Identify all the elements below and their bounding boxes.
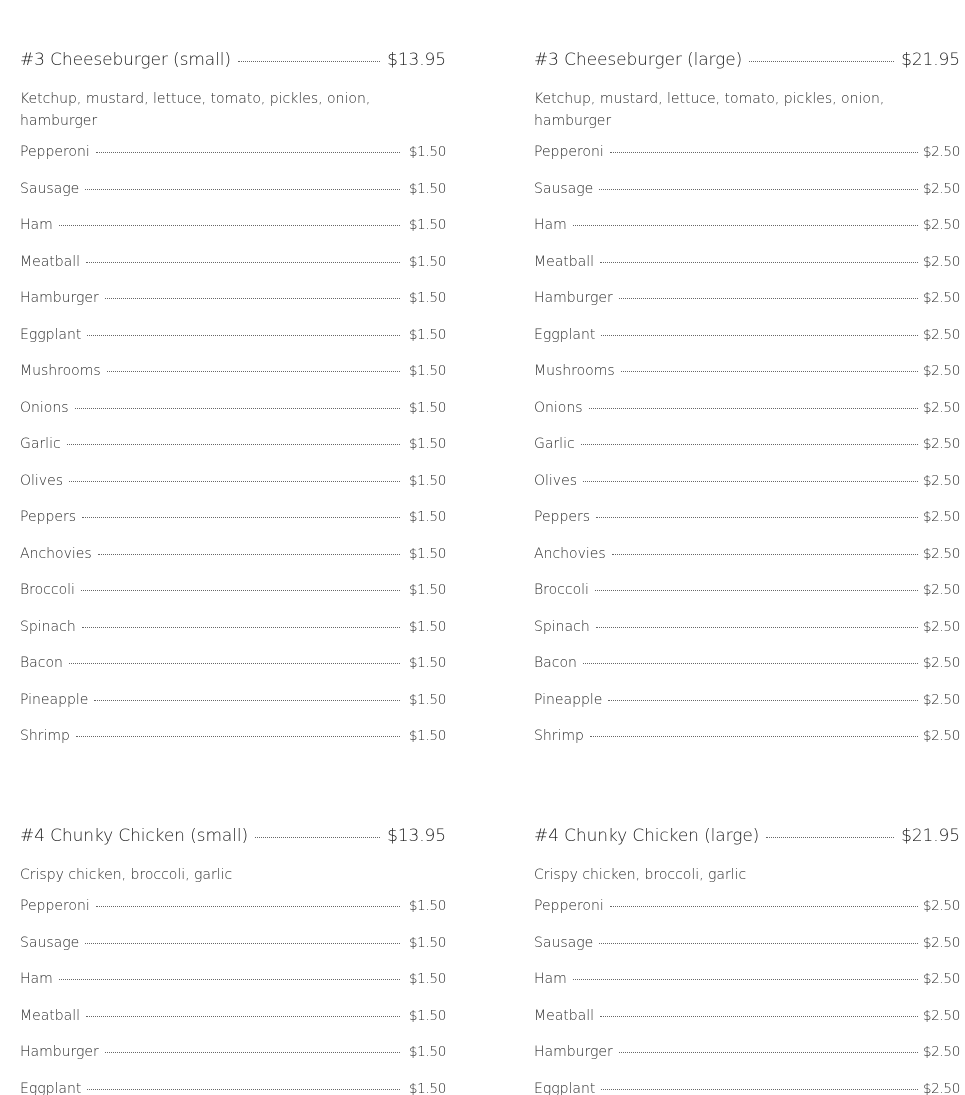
dot-leader <box>610 151 918 153</box>
topping-item <box>534 1044 960 1081</box>
topping-price: $1.50 <box>408 971 446 987</box>
topping-item <box>20 217 446 254</box>
dot-leader <box>67 443 400 445</box>
topping-price: $1.50 <box>408 655 446 671</box>
topping-item <box>534 692 960 729</box>
dot-leader <box>612 553 918 555</box>
section-header <box>20 50 446 76</box>
dot-leader <box>608 699 917 701</box>
topping-name: Ham <box>20 971 53 987</box>
topping-item <box>20 971 446 1008</box>
topping-price: $1.50 <box>408 144 446 160</box>
dot-leader <box>600 261 918 263</box>
topping-name: Shrimp <box>20 728 70 744</box>
dot-leader <box>596 516 918 518</box>
topping-item <box>534 436 960 473</box>
topping-name: Shrimp <box>534 728 584 744</box>
topping-name: Hamburger <box>534 1044 613 1060</box>
topping-item <box>534 1081 960 1095</box>
dot-leader <box>590 735 918 737</box>
dot-leader <box>98 553 400 555</box>
topping-item <box>534 400 960 437</box>
topping-name: Anchovies <box>20 545 92 562</box>
topping-price: $1.50 <box>408 934 446 951</box>
topping-item <box>20 473 446 510</box>
dot-leader <box>85 188 400 190</box>
menu-section-chunky-chicken-large <box>534 826 960 1095</box>
topping-item <box>534 1008 960 1045</box>
topping-name: Broccoli <box>534 582 589 598</box>
topping-item <box>534 898 960 935</box>
section-description: Ketchup, mustard, lettuce, tomato, pickles, onion, hamburger <box>20 91 371 129</box>
topping-name: Meatball <box>20 1007 81 1024</box>
topping-list <box>534 144 960 765</box>
topping-name: Bacon <box>534 655 577 671</box>
topping-name: Eggplant <box>20 326 82 343</box>
dot-leader <box>599 942 918 944</box>
dot-leader <box>69 480 400 482</box>
topping-item <box>20 655 446 692</box>
topping-item <box>534 181 960 218</box>
topping-item <box>20 582 446 619</box>
topping-item <box>20 1081 446 1095</box>
topping-price: $1.50 <box>408 253 446 270</box>
dot-leader <box>749 60 894 62</box>
topping-price: $1.50 <box>408 545 446 562</box>
topping-item <box>20 290 446 327</box>
topping-item <box>20 327 446 364</box>
topping-name: Meatball <box>534 253 595 270</box>
dot-leader <box>621 370 918 372</box>
section-description: Crispy chicken, broccoli, garlic <box>534 867 747 883</box>
topping-price: $2.50 <box>922 934 960 951</box>
topping-price: $2.50 <box>922 326 960 343</box>
section-price: $21.95 <box>901 50 960 70</box>
topping-name: Garlic <box>534 436 575 452</box>
topping-name: Meatball <box>534 1007 595 1024</box>
section-title: #3 Cheeseburger (large) <box>534 50 743 70</box>
topping-item <box>20 619 446 656</box>
dot-leader <box>599 188 918 190</box>
topping-name: Sausage <box>534 180 594 197</box>
topping-name: Pineapple <box>534 691 603 708</box>
topping-price: $2.50 <box>922 253 960 270</box>
topping-price: $2.50 <box>922 472 960 489</box>
topping-price: $1.50 <box>408 728 446 744</box>
topping-price: $1.50 <box>408 618 446 635</box>
topping-name: Mushrooms <box>534 363 615 379</box>
menu-section-chunky-chicken-small <box>20 826 446 1095</box>
dot-leader <box>105 1051 400 1053</box>
topping-price: $2.50 <box>922 728 960 744</box>
topping-name: Pepperoni <box>20 144 90 160</box>
topping-price: $1.50 <box>408 1044 446 1060</box>
topping-item <box>20 254 446 291</box>
dot-leader <box>82 626 400 628</box>
topping-item <box>534 144 960 181</box>
section-title: #4 Chunky Chicken (small) <box>20 826 248 846</box>
topping-item <box>20 436 446 473</box>
topping-price: $2.50 <box>922 144 960 160</box>
topping-price: $2.50 <box>922 436 960 452</box>
topping-name: Meatball <box>20 253 81 270</box>
dot-leader <box>619 1051 918 1053</box>
topping-price: $2.50 <box>922 582 960 598</box>
section-header <box>20 826 446 852</box>
topping-price: $2.50 <box>922 217 960 233</box>
topping-name: Garlic <box>20 436 61 452</box>
topping-item <box>534 327 960 364</box>
topping-price: $2.50 <box>922 180 960 197</box>
dot-leader <box>766 836 894 838</box>
topping-item <box>534 473 960 510</box>
topping-item <box>534 363 960 400</box>
topping-price: $2.50 <box>922 290 960 306</box>
dot-leader <box>601 334 917 336</box>
dot-leader <box>96 905 400 907</box>
dot-leader <box>238 60 380 62</box>
topping-name: Peppers <box>534 509 590 525</box>
topping-price: $2.50 <box>922 971 960 987</box>
topping-item <box>20 1008 446 1045</box>
dot-leader <box>583 662 918 664</box>
section-header <box>534 826 960 852</box>
topping-price: $1.50 <box>408 399 446 416</box>
topping-item <box>534 509 960 546</box>
topping-name: Ham <box>20 217 53 233</box>
dot-leader <box>573 224 918 226</box>
topping-price: $1.50 <box>408 363 446 379</box>
dot-leader <box>86 261 400 263</box>
dot-leader <box>69 662 400 664</box>
topping-price: $1.50 <box>408 436 446 452</box>
topping-price: $2.50 <box>922 509 960 525</box>
topping-name: Hamburger <box>20 290 99 306</box>
dot-leader <box>94 699 399 701</box>
topping-name: Spinach <box>20 618 76 635</box>
topping-name: Peppers <box>20 509 76 525</box>
topping-item <box>20 1044 446 1081</box>
topping-item <box>534 971 960 1008</box>
topping-price: $1.50 <box>408 472 446 489</box>
dot-leader <box>59 978 400 980</box>
topping-name: Sausage <box>20 180 80 197</box>
topping-item <box>534 655 960 692</box>
topping-item <box>20 692 446 729</box>
topping-item <box>534 935 960 972</box>
section-description: Crispy chicken, broccoli, garlic <box>20 867 233 883</box>
topping-name: Onions <box>534 399 583 416</box>
dot-leader <box>105 297 400 299</box>
topping-price: $1.50 <box>408 691 446 708</box>
topping-price: $2.50 <box>922 1080 960 1095</box>
topping-name: Sausage <box>534 934 594 951</box>
topping-name: Sausage <box>20 934 80 951</box>
topping-item <box>534 290 960 327</box>
topping-name: Mushrooms <box>20 363 101 379</box>
topping-name: Hamburger <box>534 290 613 306</box>
topping-item <box>20 509 446 546</box>
topping-name: Bacon <box>20 655 63 671</box>
topping-item <box>534 582 960 619</box>
dot-leader <box>573 978 918 980</box>
topping-item <box>20 181 446 218</box>
dot-leader <box>610 905 918 907</box>
topping-item <box>20 898 446 935</box>
topping-list <box>534 898 960 1095</box>
topping-price: $1.50 <box>408 509 446 525</box>
topping-name: Pepperoni <box>20 898 90 914</box>
topping-price: $1.50 <box>408 217 446 233</box>
topping-name: Onions <box>20 399 69 416</box>
topping-name: Spinach <box>534 618 590 635</box>
topping-list <box>20 898 446 1095</box>
topping-price: $1.50 <box>408 1007 446 1024</box>
section-price: $13.95 <box>387 50 446 70</box>
topping-item <box>20 728 446 765</box>
section-title: #3 Cheeseburger (small) <box>20 50 231 70</box>
section-header <box>534 50 960 76</box>
topping-name: Pepperoni <box>534 144 604 160</box>
menu-section-cheeseburger-small <box>20 50 446 765</box>
topping-name: Ham <box>534 217 567 233</box>
dot-leader <box>581 443 918 445</box>
dot-leader <box>87 1088 399 1090</box>
menu-section-cheeseburger-large <box>534 50 960 765</box>
section-price: $13.95 <box>387 826 446 846</box>
topping-item <box>20 400 446 437</box>
topping-item <box>534 254 960 291</box>
dot-leader <box>86 1015 400 1017</box>
dot-leader <box>107 370 400 372</box>
topping-item <box>20 363 446 400</box>
topping-price: $2.50 <box>922 898 960 914</box>
topping-price: $2.50 <box>922 618 960 635</box>
dot-leader <box>76 735 400 737</box>
topping-item <box>20 144 446 181</box>
topping-name: Olives <box>534 472 577 489</box>
topping-price: $2.50 <box>922 1007 960 1024</box>
topping-price: $2.50 <box>922 363 960 379</box>
topping-price: $1.50 <box>408 898 446 914</box>
topping-price: $2.50 <box>922 1044 960 1060</box>
dot-leader <box>596 626 918 628</box>
dot-leader <box>589 407 918 409</box>
topping-price: $2.50 <box>922 399 960 416</box>
dot-leader <box>96 151 400 153</box>
topping-price: $1.50 <box>408 582 446 598</box>
topping-name: Olives <box>20 472 63 489</box>
dot-leader <box>595 589 918 591</box>
topping-name: Pepperoni <box>534 898 604 914</box>
topping-price: $2.50 <box>922 655 960 671</box>
topping-name: Ham <box>534 971 567 987</box>
topping-item <box>20 546 446 583</box>
topping-item <box>534 217 960 254</box>
dot-leader <box>81 589 400 591</box>
topping-name: Pineapple <box>20 691 89 708</box>
topping-item <box>20 935 446 972</box>
topping-price: $2.50 <box>922 545 960 562</box>
topping-item <box>534 728 960 765</box>
dot-leader <box>255 836 380 838</box>
dot-leader <box>600 1015 918 1017</box>
topping-list <box>20 144 446 765</box>
topping-name: Eggplant <box>534 326 596 343</box>
topping-price: $1.50 <box>408 326 446 343</box>
section-title: #4 Chunky Chicken (large) <box>534 826 760 846</box>
topping-price: $1.50 <box>408 1080 446 1095</box>
dot-leader <box>583 480 918 482</box>
dot-leader <box>59 224 400 226</box>
topping-item <box>534 619 960 656</box>
topping-item <box>534 546 960 583</box>
topping-price: $2.50 <box>922 691 960 708</box>
topping-name: Eggplant <box>534 1080 596 1095</box>
dot-leader <box>619 297 918 299</box>
section-price: $21.95 <box>901 826 960 846</box>
topping-price: $1.50 <box>408 290 446 306</box>
topping-name: Eggplant <box>20 1080 82 1095</box>
section-description: Ketchup, mustard, lettuce, tomato, pickles, onion, hamburger <box>534 91 885 129</box>
dot-leader <box>85 942 400 944</box>
topping-name: Hamburger <box>20 1044 99 1060</box>
dot-leader <box>82 516 400 518</box>
topping-name: Anchovies <box>534 545 606 562</box>
dot-leader <box>75 407 400 409</box>
dot-leader <box>601 1088 917 1090</box>
topping-name: Broccoli <box>20 582 75 598</box>
topping-price: $1.50 <box>408 180 446 197</box>
dot-leader <box>87 334 399 336</box>
